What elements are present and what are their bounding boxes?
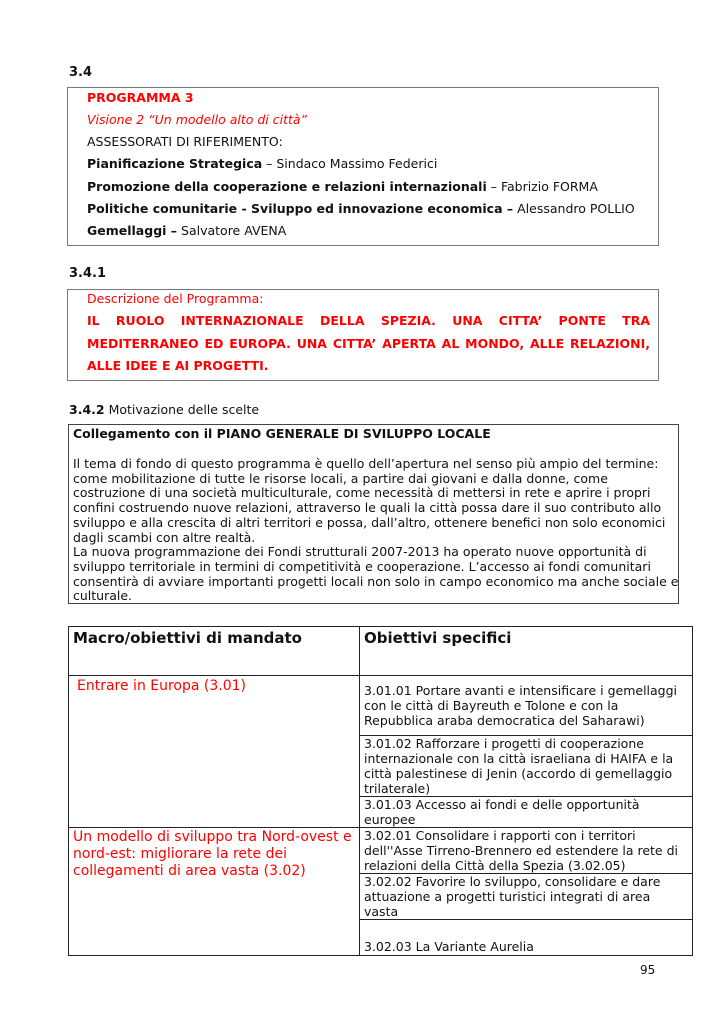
specific-objective: 3.02.02 Favorire lo sviluppo, consolidare e dare attuazione a progetti turistici integrati di area vasta xyxy=(360,874,693,920)
table-row xyxy=(69,828,693,874)
motivation-line: confini costruendo nuove relazioni, attraverso le quali la città possa dare il suo contributo allo xyxy=(73,500,662,516)
description-label: Descrizione del Programma: xyxy=(87,291,264,306)
assessorato-area: Politiche comunitarie - Sviluppo ed innovazione economica – xyxy=(87,201,514,216)
section-title: Motivazione delle scelte xyxy=(108,402,260,417)
specific-objective: 3.01.03 Accesso ai fondi e delle opportunità europee xyxy=(360,797,693,828)
motivation-line: consentirà di avviare importanti progetti locali non solo in campo economico ma anche sociale e xyxy=(73,573,679,589)
description-box xyxy=(67,289,659,381)
section-heading-3-4-2 xyxy=(69,402,259,417)
section-number: 3.4.2 xyxy=(69,402,105,417)
motivation-heading: Collegamento con il PIANO GENERALE DI SVILUPPO LOCALE xyxy=(73,426,491,441)
assessorato-row xyxy=(87,179,598,194)
table-row xyxy=(69,676,693,736)
assessorato-person: Fabrizio FORMA xyxy=(500,179,598,194)
program-vision: Visione 2 “Un modello alto di città” xyxy=(87,112,308,127)
motivation-line: Il tema di fondo di questo programma è quello dell’apertura nel senso più ampio del termine: xyxy=(73,456,659,471)
page-number: 95 xyxy=(640,963,656,977)
header-macro: Macro/obiettivi di mandato xyxy=(69,627,360,676)
motivation-box xyxy=(68,424,679,604)
table-header-row xyxy=(69,627,693,676)
assessorato-area: Gemellaggi – xyxy=(87,223,178,238)
title-text: MEDITERRANEO ED EUROPA. UNA CITTA’ APERTA AL MONDO, ALLE RELAZIONI, xyxy=(87,336,650,351)
motivation-line: costruzione di una società multiculturale, come necessità di mettersi in rete e aprire i propri xyxy=(73,485,651,501)
motivation-line: sviluppo territoriale in termini di competitività e cooperazione. L’accesso ai fondi comunitari xyxy=(73,558,651,574)
program-box xyxy=(67,87,659,246)
specific-objective: 3.01.02 Rafforzare i progetti di cooperazione internazionale con la città israeliana di HAIFA e la città palestinese di Jenin (accordo di gemellaggio trilaterale) xyxy=(360,736,693,797)
motivation-line: culturale. xyxy=(73,588,133,604)
assessorato-row xyxy=(87,201,635,216)
macro-objective: Entrare in Europa (3.01) xyxy=(69,676,360,828)
section-number-3-4: 3.4 xyxy=(69,65,93,80)
section-number-3-4-1: 3.4.1 xyxy=(69,266,107,281)
motivation-line: La nuova programmazione dei Fondi strutturali 2007-2013 ha operato nuove opportunità di xyxy=(73,544,647,560)
specific-objective: 3.02.01 Consolidare i rapporti con i territori dell''Asse Tirreno-Brennero ed estendere la rete di relazioni della Città della Spezia (3.02.05) xyxy=(360,828,693,874)
motivation-line: dagli scambi con altre realtà. xyxy=(73,529,256,545)
assessorato-row xyxy=(87,156,437,171)
motivation-line: come mobilitazione di tutte le risorse locali, a partire dai giovani e dalla donne, come xyxy=(73,470,608,486)
description-title-line xyxy=(87,336,650,351)
motivation-line: sviluppo e alla crescita di altri territori e possa, dall’altro, ottenere benefici non solo economici xyxy=(73,514,666,530)
objectives-table xyxy=(68,626,693,956)
separator: – xyxy=(486,179,501,194)
specific-objective: 3.02.03 La Variante Aurelia xyxy=(360,920,693,956)
assessorato-area: Promozione della cooperazione e relazioni internazionali xyxy=(87,179,487,194)
macro-objective: Un modello di sviluppo tra Nord-ovest e nord-est: migliorare la rete dei collegamenti di area vasta (3.02) xyxy=(69,828,360,956)
assessorato-row xyxy=(87,223,286,238)
description-title-line: ALLE IDEE E AI PROGETTI. xyxy=(87,358,269,373)
assessorato-person: Alessandro POLLIO xyxy=(517,201,635,216)
description-title-line xyxy=(87,313,650,328)
assessorato-person: Sindaco Massimo Federici xyxy=(276,156,438,171)
separator: – xyxy=(262,156,277,171)
title-text: IL RUOLO INTERNAZIONALE DELLA SPEZIA. UNA CITTA’ PONTE TRA xyxy=(87,313,650,328)
specific-objective: 3.01.01 Portare avanti e intensificare i gemellaggi con le città di Bayreuth e Tolone e con la Repubblica araba democratica del Saharawi) xyxy=(360,676,693,736)
program-title: PROGRAMMA 3 xyxy=(87,90,194,105)
assessorati-label: ASSESSORATI DI RIFERIMENTO: xyxy=(87,134,283,149)
header-specific: Obiettivi specifici xyxy=(360,627,693,676)
assessorato-area: Pianificazione Strategica xyxy=(87,156,263,171)
assessorato-person: Salvatore AVENA xyxy=(181,223,287,238)
